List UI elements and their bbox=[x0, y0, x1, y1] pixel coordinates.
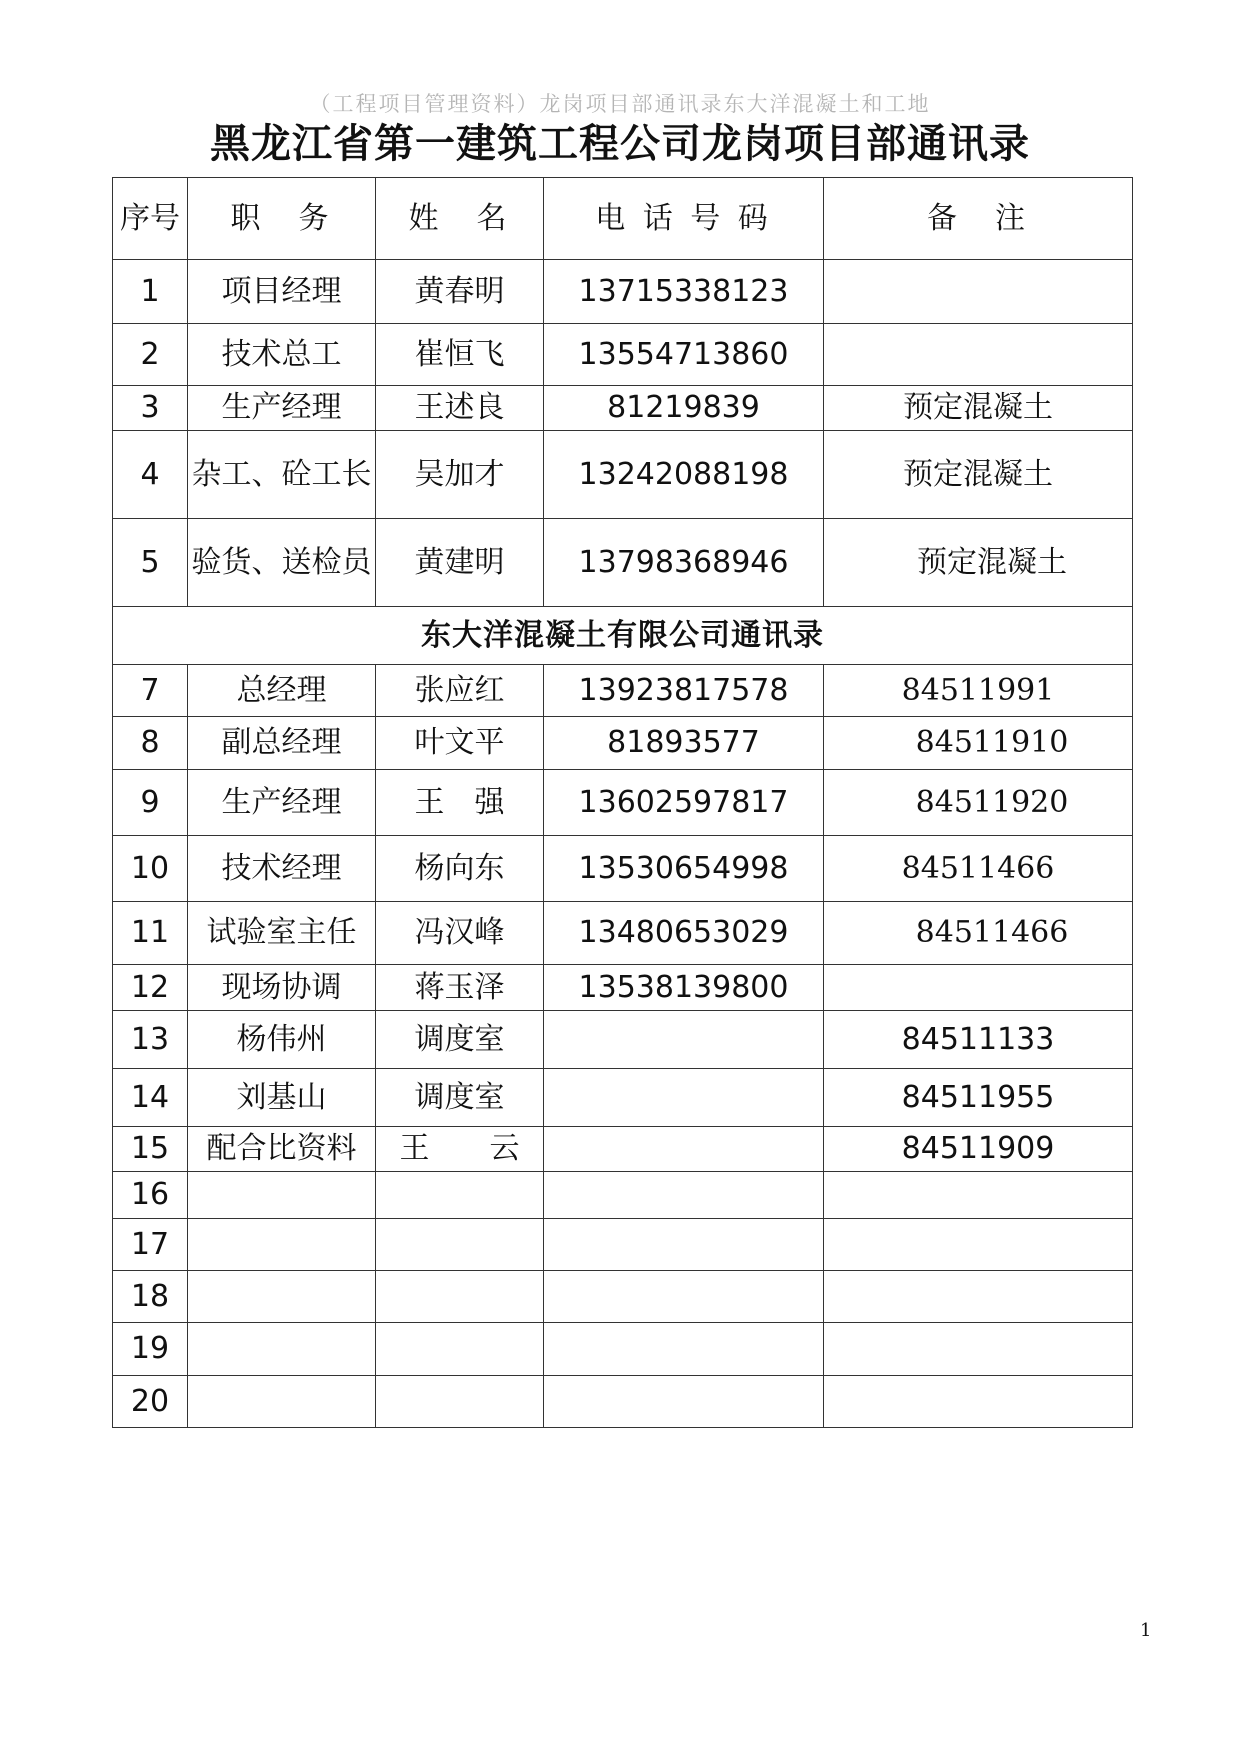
table-row bbox=[113, 1069, 1133, 1127]
row-number: 19 bbox=[113, 1323, 188, 1376]
note-cell bbox=[824, 1172, 1133, 1219]
phone-cell: 13480653029 bbox=[544, 902, 824, 965]
name-cell bbox=[376, 1219, 544, 1271]
table-row bbox=[113, 665, 1133, 717]
role-cell: 杂工、砼工长 bbox=[188, 431, 376, 519]
role-cell: 技术总工 bbox=[188, 324, 376, 386]
name-cell: 吴加才 bbox=[376, 431, 544, 519]
table-row bbox=[113, 1323, 1133, 1376]
phone-cell: 13530654998 bbox=[544, 836, 824, 902]
row-number: 10 bbox=[113, 836, 188, 902]
row-number: 9 bbox=[113, 770, 188, 836]
name-cell: 王述良 bbox=[376, 386, 544, 431]
name-cell: 王 云 bbox=[376, 1127, 544, 1172]
table-row bbox=[113, 1172, 1133, 1219]
phone-cell bbox=[544, 1376, 824, 1428]
role-cell bbox=[188, 1376, 376, 1428]
note-cell bbox=[824, 1376, 1133, 1428]
row-number: 20 bbox=[113, 1376, 188, 1428]
name-cell: 叶文平 bbox=[376, 717, 544, 770]
phone-cell bbox=[544, 1219, 824, 1271]
table-row bbox=[113, 902, 1133, 965]
table-row bbox=[113, 431, 1133, 519]
phone-cell bbox=[544, 1271, 824, 1323]
note-cell: 84511133 bbox=[824, 1011, 1133, 1069]
row-number: 4 bbox=[113, 431, 188, 519]
phone-cell: 81219839 bbox=[544, 386, 824, 431]
document-header-note: （工程项目管理资料）龙岗项目部通讯录东大洋混凝土和工地 bbox=[309, 92, 931, 116]
row-number: 3 bbox=[113, 386, 188, 431]
table-row bbox=[113, 1011, 1133, 1069]
role-cell: 生产经理 bbox=[188, 386, 376, 431]
phone-cell: 13798368946 bbox=[544, 519, 824, 607]
phone-cell: 13602597817 bbox=[544, 770, 824, 836]
row-number: 13 bbox=[113, 1011, 188, 1069]
note-cell bbox=[824, 324, 1133, 386]
note-cell: 预定混凝土 bbox=[824, 386, 1133, 431]
note-cell bbox=[824, 1219, 1133, 1271]
name-cell: 黄建明 bbox=[376, 519, 544, 607]
header-cell-no: 序号 bbox=[113, 178, 188, 260]
row-number: 2 bbox=[113, 324, 188, 386]
role-cell: 生产经理 bbox=[188, 770, 376, 836]
phone-cell bbox=[544, 1127, 824, 1172]
role-cell: 现场协调 bbox=[188, 965, 376, 1011]
role-cell: 验货、送检员 bbox=[188, 519, 376, 607]
name-cell: 王 强 bbox=[376, 770, 544, 836]
table-row bbox=[113, 770, 1133, 836]
name-cell bbox=[376, 1376, 544, 1428]
table-row bbox=[113, 965, 1133, 1011]
header-cell-note: 备 注 bbox=[824, 178, 1133, 260]
row-number: 8 bbox=[113, 717, 188, 770]
phone-cell: 13923817578 bbox=[544, 665, 824, 717]
name-cell bbox=[376, 1323, 544, 1376]
note-cell: 84511910 bbox=[824, 717, 1133, 770]
phone-cell: 81893577 bbox=[544, 717, 824, 770]
header-cell-phone: 电 话 号 码 bbox=[544, 178, 824, 260]
note-cell bbox=[824, 1323, 1133, 1376]
name-cell: 蒋玉泽 bbox=[376, 965, 544, 1011]
note-cell: 预定混凝土 bbox=[824, 519, 1133, 607]
role-cell: 配合比资料 bbox=[188, 1127, 376, 1172]
note-cell: 84511920 bbox=[824, 770, 1133, 836]
row-number: 16 bbox=[113, 1172, 188, 1219]
table-header-row bbox=[113, 178, 1133, 260]
phone-cell: 13538139800 bbox=[544, 965, 824, 1011]
note-cell: 84511955 bbox=[824, 1069, 1133, 1127]
role-cell bbox=[188, 1323, 376, 1376]
row-number: 17 bbox=[113, 1219, 188, 1271]
table-row bbox=[113, 1127, 1133, 1172]
note-cell bbox=[824, 1271, 1133, 1323]
table-row bbox=[113, 1219, 1133, 1271]
row-number: 18 bbox=[113, 1271, 188, 1323]
table-row bbox=[113, 260, 1133, 324]
row-number: 12 bbox=[113, 965, 188, 1011]
phone-cell bbox=[544, 1011, 824, 1069]
name-cell bbox=[376, 1271, 544, 1323]
row-number: 14 bbox=[113, 1069, 188, 1127]
name-cell: 张应红 bbox=[376, 665, 544, 717]
role-cell: 项目经理 bbox=[188, 260, 376, 324]
row-number: 15 bbox=[113, 1127, 188, 1172]
table-row bbox=[113, 836, 1133, 902]
name-cell: 黄春明 bbox=[376, 260, 544, 324]
row-number: 11 bbox=[113, 902, 188, 965]
role-cell: 总经理 bbox=[188, 665, 376, 717]
role-cell: 技术经理 bbox=[188, 836, 376, 902]
name-cell: 崔恒飞 bbox=[376, 324, 544, 386]
role-cell: 刘基山 bbox=[188, 1069, 376, 1127]
role-cell bbox=[188, 1219, 376, 1271]
phone-cell: 13715338123 bbox=[544, 260, 824, 324]
phone-cell bbox=[544, 1172, 824, 1219]
phone-cell: 13554713860 bbox=[544, 324, 824, 386]
note-cell: 预定混凝土 bbox=[824, 431, 1133, 519]
header-cell-role: 职 务 bbox=[188, 178, 376, 260]
row-number: 7 bbox=[113, 665, 188, 717]
note-cell: 84511466 bbox=[824, 902, 1133, 965]
name-cell: 冯汉峰 bbox=[376, 902, 544, 965]
name-cell bbox=[376, 1172, 544, 1219]
table-row bbox=[113, 386, 1133, 431]
note-cell bbox=[824, 260, 1133, 324]
contact-table bbox=[112, 177, 1133, 1428]
role-cell bbox=[188, 1172, 376, 1219]
row-number: 1 bbox=[113, 260, 188, 324]
note-cell: 84511466 bbox=[824, 836, 1133, 902]
header-cell-name: 姓 名 bbox=[376, 178, 544, 260]
phone-cell bbox=[544, 1323, 824, 1376]
note-cell bbox=[824, 965, 1133, 1011]
name-cell: 调度室 bbox=[376, 1069, 544, 1127]
row-number: 5 bbox=[113, 519, 188, 607]
section-header-row bbox=[113, 607, 1133, 665]
table-row bbox=[113, 1376, 1133, 1428]
role-cell: 副总经理 bbox=[188, 717, 376, 770]
role-cell: 杨伟州 bbox=[188, 1011, 376, 1069]
table-row bbox=[113, 519, 1133, 607]
section-title: 东大洋混凝土有限公司通讯录 bbox=[113, 607, 1133, 665]
note-cell: 84511991 bbox=[824, 665, 1133, 717]
role-cell: 试验室主任 bbox=[188, 902, 376, 965]
phone-cell bbox=[544, 1069, 824, 1127]
table-row bbox=[113, 717, 1133, 770]
phone-cell: 13242088198 bbox=[544, 431, 824, 519]
table-row bbox=[113, 1271, 1133, 1323]
page-title: 黑龙江省第一建筑工程公司龙岗项目部通讯录 bbox=[210, 121, 1030, 167]
table-row bbox=[113, 324, 1133, 386]
name-cell: 调度室 bbox=[376, 1011, 544, 1069]
name-cell: 杨向东 bbox=[376, 836, 544, 902]
page-number: 1 bbox=[1140, 1620, 1152, 1641]
role-cell bbox=[188, 1271, 376, 1323]
note-cell: 84511909 bbox=[824, 1127, 1133, 1172]
